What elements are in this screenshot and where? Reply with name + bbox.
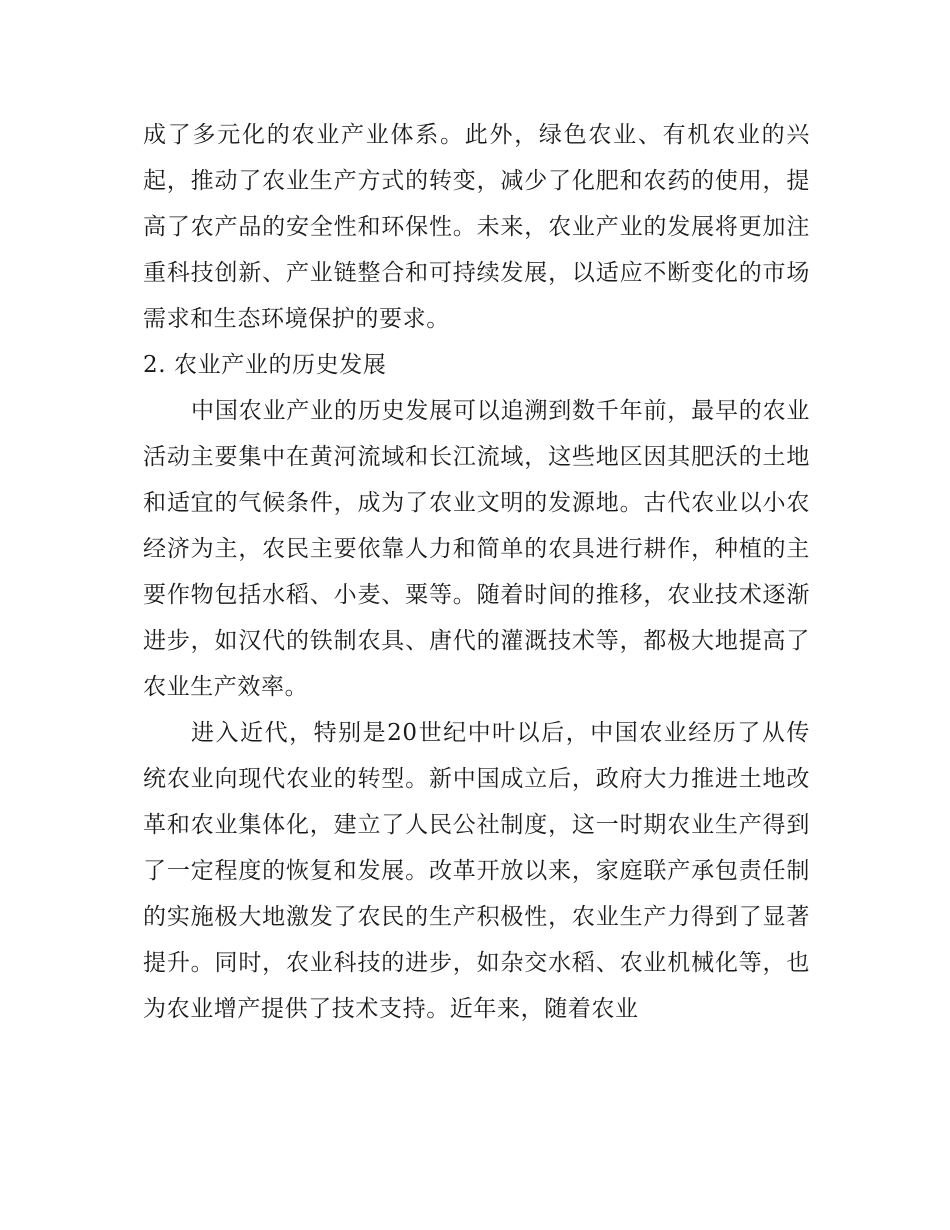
paragraph-history: 中国农业产业的历史发展可以追溯到数千年前，最早的农业活动主要集中在黄河流域和长江流域，这些地区因其肥沃的土地和适宜的气候条件，成为了农业文明的发源地。古代农业以小农经济为主，农民主要依靠人力和简单的农具进行耕作，种植的主要作物包括水稻、小麦、粟等。随着时间的推移，农业技术逐渐进步，如汉代的铁制农具、唐代的灌溉技术等，都极大地提高了农业生产效率。 bbox=[143, 398, 810, 700]
paragraph-modern: 进入近代，特别是20世纪中叶以后，中国农业经历了从传统农业向现代农业的转型。新中国成立后，政府大力推进土地改革和农业集体化，建立了人民公社制度，这一时期农业生产得到了一定程度的恢复和发展。改革开放以来，家庭联产承包责任制的实施极大地激发了农民的生产积极性，农业生产力得到了显著提升。同时，农业科技的进步，如杂交水稻、农业机械化等，也为农业增产提供了技术支持。近年来，随着农业 bbox=[143, 720, 810, 1022]
paragraph-continued: 成了多元化的农业产业体系。此外，绿色农业、有机农业的兴起，推动了农业生产方式的转变，减少了化肥和农药的使用，提高了农产品的安全性和环保性。未来，农业产业的发展将更加注重科技创新、产业链整合和可持续发展，以适应不断变化的市场需求和生态环境保护的要求。 bbox=[143, 122, 810, 332]
document-page bbox=[143, 112, 810, 1032]
section-heading: 2. 农业产业的历史发展 bbox=[143, 352, 387, 378]
